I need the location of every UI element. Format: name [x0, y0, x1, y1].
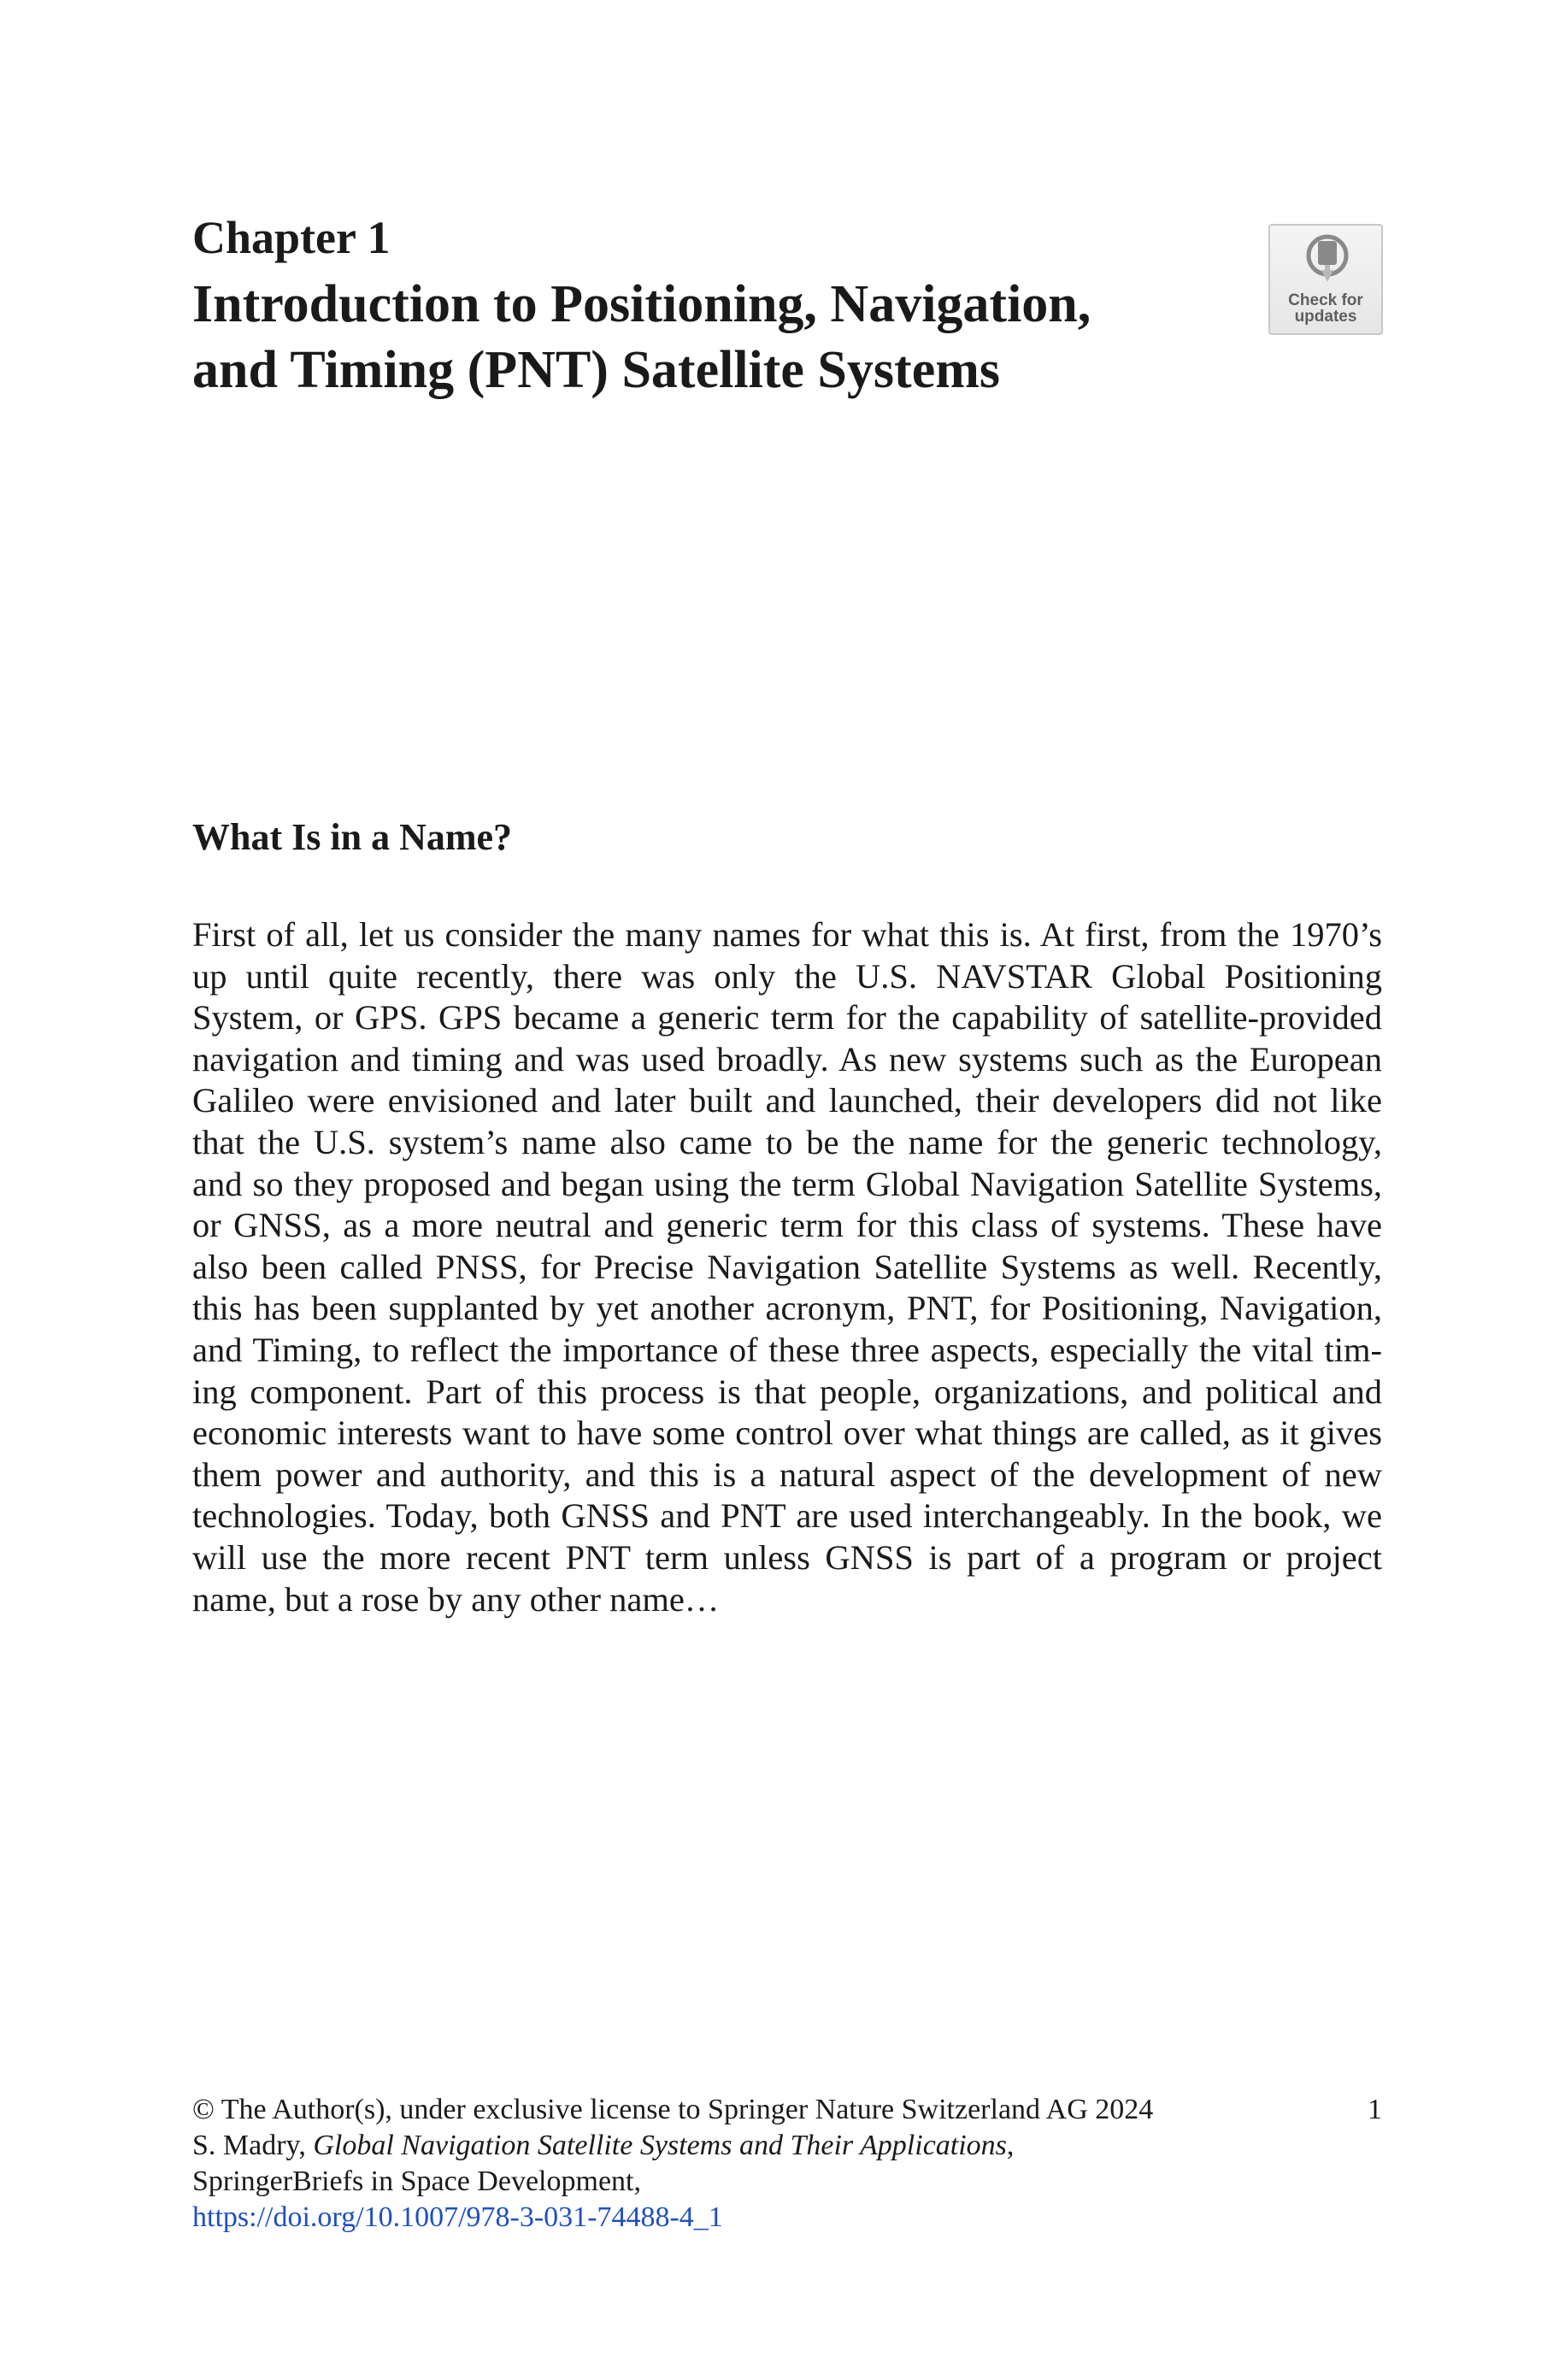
paragraph-line: ing component. Part of this process is that people, organizations, and political and — [192, 1372, 1382, 1411]
paragraph-line: that the U.S. system’s name also came to be the name for the generic technology, — [192, 1122, 1382, 1161]
badge-text-line2: updates — [1294, 308, 1357, 326]
doi-link[interactable]: https://doi.org/10.1007/978-3-031-74488-4_1 — [192, 2201, 723, 2233]
citation-comma: , — [1006, 2130, 1015, 2161]
badge-text — [1270, 292, 1381, 325]
paragraph-line: First of all, let us consider the many names for what this is. At first, from the 1970’s — [192, 915, 1382, 954]
chapter-label: Chapter 1 — [192, 212, 391, 263]
page-footer — [192, 2092, 1382, 2236]
chapter-title-line: and Timing (PNT) Satellite Systems — [192, 341, 1000, 399]
paragraph-line: them power and authority, and this is a natural aspect of the development of new — [192, 1454, 1382, 1494]
paragraph-line: name, but a rose by any other name… — [192, 1579, 720, 1619]
paragraph-line: economic interests want to have some control over what things are called, as it gives — [192, 1413, 1382, 1453]
paragraph-line: technologies. Today, both GNSS and PNT are used interchangeably. In the book, we — [192, 1496, 1382, 1536]
badge-text-line1: Check for — [1288, 291, 1363, 309]
paragraph-line: or GNSS, as a more neutral and generic term for this class of systems. These have — [192, 1206, 1382, 1245]
series-name: SpringerBriefs in Space Development, — [192, 2166, 641, 2197]
chapter-title-line: Introduction to Positioning, Navigation, — [192, 275, 1091, 333]
paragraph-line: will use the more recent PNT term unless GNSS is part of a program or project — [192, 1537, 1382, 1577]
page-number: 1 — [1368, 2094, 1382, 2125]
paragraph-line: System, or GPS. GPS became a generic term for the capability of satellite-provided — [192, 998, 1382, 1037]
paragraph-line: this has been supplanted by yet another acronym, PNT, for Positioning, Navigation, — [192, 1289, 1382, 1328]
check-for-updates-badge[interactable] — [1268, 224, 1383, 335]
citation-line — [192, 2128, 1382, 2164]
paragraph-line: up until quite recently, there was only the U.S. NAVSTAR Global Positioning — [192, 956, 1382, 996]
check-for-updates-icon — [1306, 234, 1349, 289]
author-name: S. Madry, — [192, 2130, 306, 2161]
body-paragraph — [192, 914, 1382, 1620]
book-title: Global Navigation Satellite Systems and Their Applications — [313, 2130, 1007, 2161]
section-heading: What Is in a Name? — [192, 816, 513, 858]
chapter-title — [192, 272, 1218, 403]
paragraph-line: navigation and timing and was used broadly. As new systems such as the European — [192, 1039, 1382, 1078]
paragraph-line: also been called PNSS, for Precise Navigation Satellite Systems as well. Recently, — [192, 1247, 1382, 1286]
paragraph-line: and so they proposed and began using the term Global Navigation Satellite Systems, — [192, 1164, 1382, 1203]
paragraph-line: and Timing, to reflect the importance of these three aspects, especially the vital tim- — [192, 1330, 1382, 1369]
paragraph-line: Galileo were envisioned and later built and launched, their developers did not like — [192, 1081, 1382, 1120]
copyright-notice: © The Author(s), under exclusive license to Springer Nature Switzerland AG 2024 — [192, 2094, 1154, 2125]
